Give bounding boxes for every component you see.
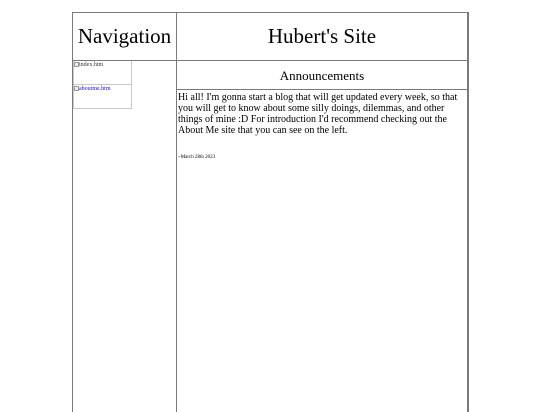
page-title: Hubert's Site — [177, 13, 467, 61]
announcement-text: Hi all! I'm gonna start a blog that will get updated every week, so that you will get to know about some silly doings, dilemmas, and other things of mine :D For introduction I'd recommend checking out the About Me site that you can see on the left. — [178, 92, 458, 136]
navigation-column — [73, 13, 177, 412]
announcement-date: ~March 28th 2023 — [178, 155, 216, 160]
nav-link-index[interactable] — [73, 61, 132, 85]
announcements-heading: Announcements — [177, 61, 467, 90]
nav-link-aboutme[interactable] — [73, 85, 132, 109]
main-column — [177, 13, 467, 412]
nav-link-aboutme-label: aboutme.htm — [79, 86, 111, 92]
navigation-heading: Navigation — [73, 13, 176, 61]
nav-link-index-label: index.htm — [79, 62, 104, 68]
page-frame — [72, 12, 469, 412]
